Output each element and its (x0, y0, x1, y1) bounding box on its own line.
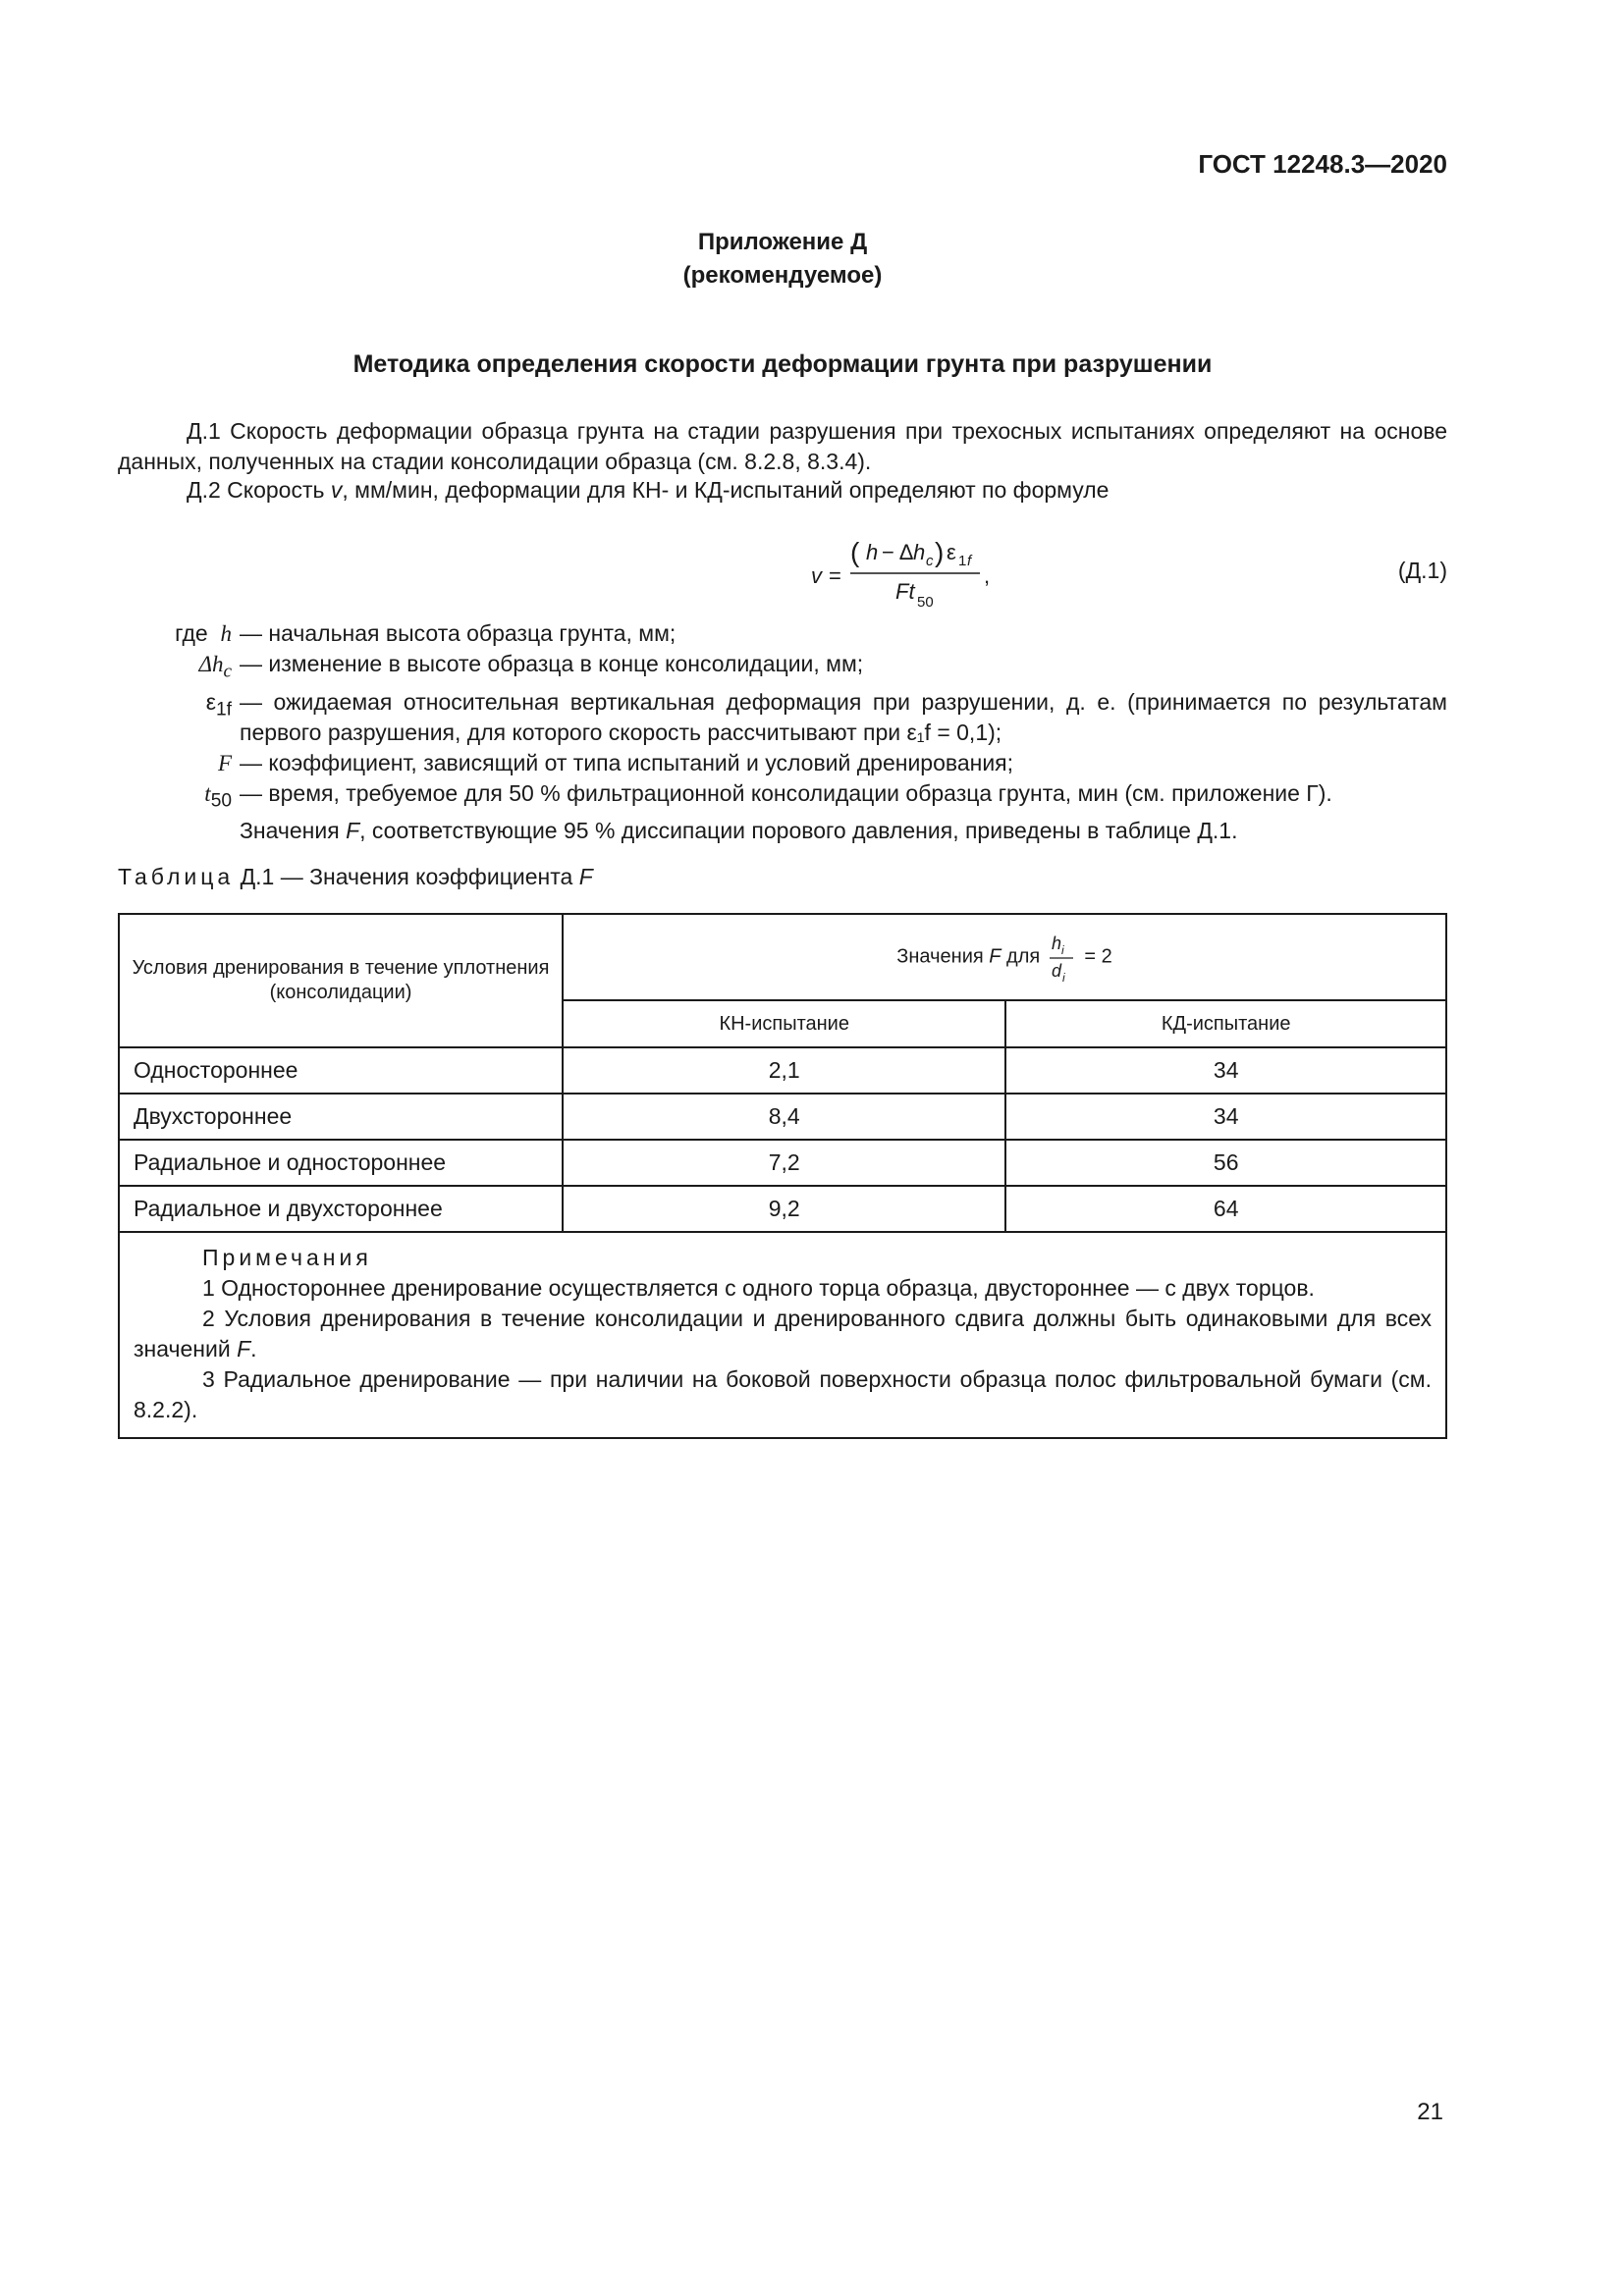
svg-text:i: i (1061, 971, 1065, 985)
paragraph-d2-text: Д.2 Скорость (187, 477, 331, 503)
row-label: Двухстороннее (119, 1094, 563, 1140)
note-3: 3 Радиальное дренирование — при наличии на боковой поверхности образца полос фильтровальной бумаги (см. 8.2.2). (134, 1366, 1432, 1422)
note-2-var: F (237, 1336, 251, 1362)
header-values-group (563, 914, 1446, 1000)
paragraph-d2-text-end: , мм/мин, деформации для КН- и КД-испытаний определяют по формуле (342, 477, 1110, 503)
where-after-text (232, 816, 1447, 846)
table-row (119, 1094, 1446, 1140)
where-after (118, 816, 1447, 846)
header-ratio-value: = 2 (1084, 945, 1112, 968)
where-item-eps (118, 687, 1447, 748)
svg-text:=: = (829, 563, 841, 588)
row-kd: 56 (1005, 1140, 1446, 1186)
notes-title: Примечания (202, 1245, 372, 1270)
note-1: 1 Одностороннее дренирование осуществляется с одного торца образца, двустороннее — с двух торцов. (202, 1275, 1315, 1301)
where-item-delta-hc (118, 649, 1447, 687)
where-item-f (118, 748, 1447, 778)
symbol-f (118, 748, 232, 778)
table-row (119, 1186, 1446, 1232)
formula-number: (Д.1) (1397, 558, 1447, 583)
svg-text:f: f (967, 553, 972, 569)
svg-text:v: v (811, 563, 822, 588)
table-caption (118, 862, 593, 892)
where-desc-h: — начальная высота образца грунта, мм; (240, 620, 677, 646)
svg-text:h: h (913, 540, 926, 564)
paragraph-d1: Д.1 Скорость деформации образца грунта на стадии разрушения при трехосных испытаниях определяют на основе данных, полученных на стадии консолидации образца (см. 8.2.8, 8.3.4). (118, 418, 1447, 474)
table-notes-row (119, 1232, 1446, 1438)
symbol-delta-hc (118, 649, 232, 687)
where-after-var: F (346, 818, 360, 844)
where-after-text-end: , соответствующие 95 % диссипации порового давления, приведены в таблице Д.1. (359, 818, 1238, 844)
svg-text:h: h (866, 540, 879, 564)
row-kd: 34 (1005, 1094, 1446, 1140)
where-desc-f: — коэффициент, зависящий от типа испытаний и условий дренирования; (240, 749, 1014, 775)
svg-text:ε: ε (947, 540, 956, 564)
row-kn: 2,1 (563, 1047, 1005, 1094)
header-values-var: F (989, 945, 1001, 968)
svg-text:,: , (984, 563, 991, 588)
table-row (119, 1047, 1446, 1094)
table-caption-var: F (578, 864, 593, 889)
annex-heading (118, 226, 1447, 293)
where-item-h (118, 618, 1447, 649)
header-conditions: Условия дренирования в течение уплотнения (консолидации) (119, 914, 563, 1047)
page-number: 21 (1417, 2099, 1443, 2125)
row-label: Радиальное и двухстороннее (119, 1186, 563, 1232)
symbol-eps-sub: 1f (216, 699, 232, 721)
svg-text:): ) (935, 537, 945, 567)
svg-text:− Δ: − Δ (882, 540, 914, 564)
header-values-text-for: для (1001, 945, 1046, 968)
symbol-eps (118, 687, 232, 725)
row-kn: 9,2 (563, 1186, 1005, 1232)
symbol-delta-hc-sub: c (223, 661, 232, 682)
row-kd: 34 (1005, 1047, 1446, 1094)
note-2-text: 2 Условия дренирования в течение консолидации и дренированного сдвига должны быть одинаковыми для всех значений (134, 1306, 1432, 1362)
variable-v: v (330, 477, 343, 503)
header-kn: КН-испытание (563, 1000, 1005, 1047)
coefficient-table (118, 913, 1447, 1439)
table-caption-text: Д.1 — Значения коэффициента (234, 864, 579, 889)
where-desc-eps: — ожидаемая относительная вертикальная деформация при разрушении, д. е. (принимается по результатам первого разрушения, для которого скорость рассчитывают при ε₁f = 0,1); (240, 688, 1447, 745)
header-kd: КД-испытание (1005, 1000, 1446, 1047)
table-caption-word: Таблица (118, 864, 235, 889)
paragraph-d2 (118, 475, 1447, 506)
formula-d1 (693, 536, 1106, 614)
where-desc-t50: — время, требуемое для 50 % фильтрационной консолидации образца грунта, мин (см. приложение Г). (240, 779, 1332, 806)
note-2 (134, 1304, 1432, 1364)
symbol-h (118, 618, 232, 649)
where-prefix: где (175, 620, 208, 646)
section-title: Методика определения скорости деформации грунта при разрушении (352, 350, 1213, 378)
svg-text:1: 1 (958, 553, 967, 569)
document-id: ГОСТ 12248.3—2020 (1198, 149, 1447, 179)
svg-text:c: c (926, 553, 934, 569)
annex-title: Приложение Д (697, 229, 868, 255)
table-row (119, 1140, 1446, 1186)
row-kn: 8,4 (563, 1094, 1005, 1140)
svg-text:i: i (1060, 943, 1064, 957)
row-kn: 7,2 (563, 1140, 1005, 1186)
table-notes (119, 1232, 1446, 1438)
svg-text:50: 50 (917, 594, 934, 611)
note-2-end: . (250, 1336, 257, 1362)
row-kd: 64 (1005, 1186, 1446, 1232)
symbol-eps-char: ε (205, 688, 217, 715)
svg-text:(: ( (850, 537, 860, 567)
svg-text:Ft: Ft (895, 579, 915, 604)
symbol-t50-char: t (204, 780, 211, 806)
symbol-delta-hc-char: Δh (198, 652, 224, 676)
where-item-t50 (118, 778, 1447, 817)
symbol-f-char: F (217, 750, 232, 775)
where-desc-delta-hc: — изменение в высоте образца в конце консолидации, мм; (240, 651, 864, 676)
ratio-hi-di (1046, 930, 1079, 985)
where-after-text-start: Значения (240, 818, 347, 844)
row-label: Радиальное и одностороннее (119, 1140, 563, 1186)
svg-text:d: d (1051, 961, 1061, 981)
document-page (118, 0, 1447, 2296)
where-list (118, 618, 1447, 846)
table-header-row (119, 914, 1446, 1000)
header-values-text: Значения (896, 945, 990, 968)
svg-text:h: h (1051, 934, 1061, 953)
symbol-t50 (118, 778, 232, 817)
annex-status: (рекомендуемое) (682, 262, 883, 289)
symbol-h-char: h (220, 621, 232, 646)
row-label: Одностороннее (119, 1047, 563, 1094)
symbol-t50-sub: 50 (210, 790, 232, 812)
